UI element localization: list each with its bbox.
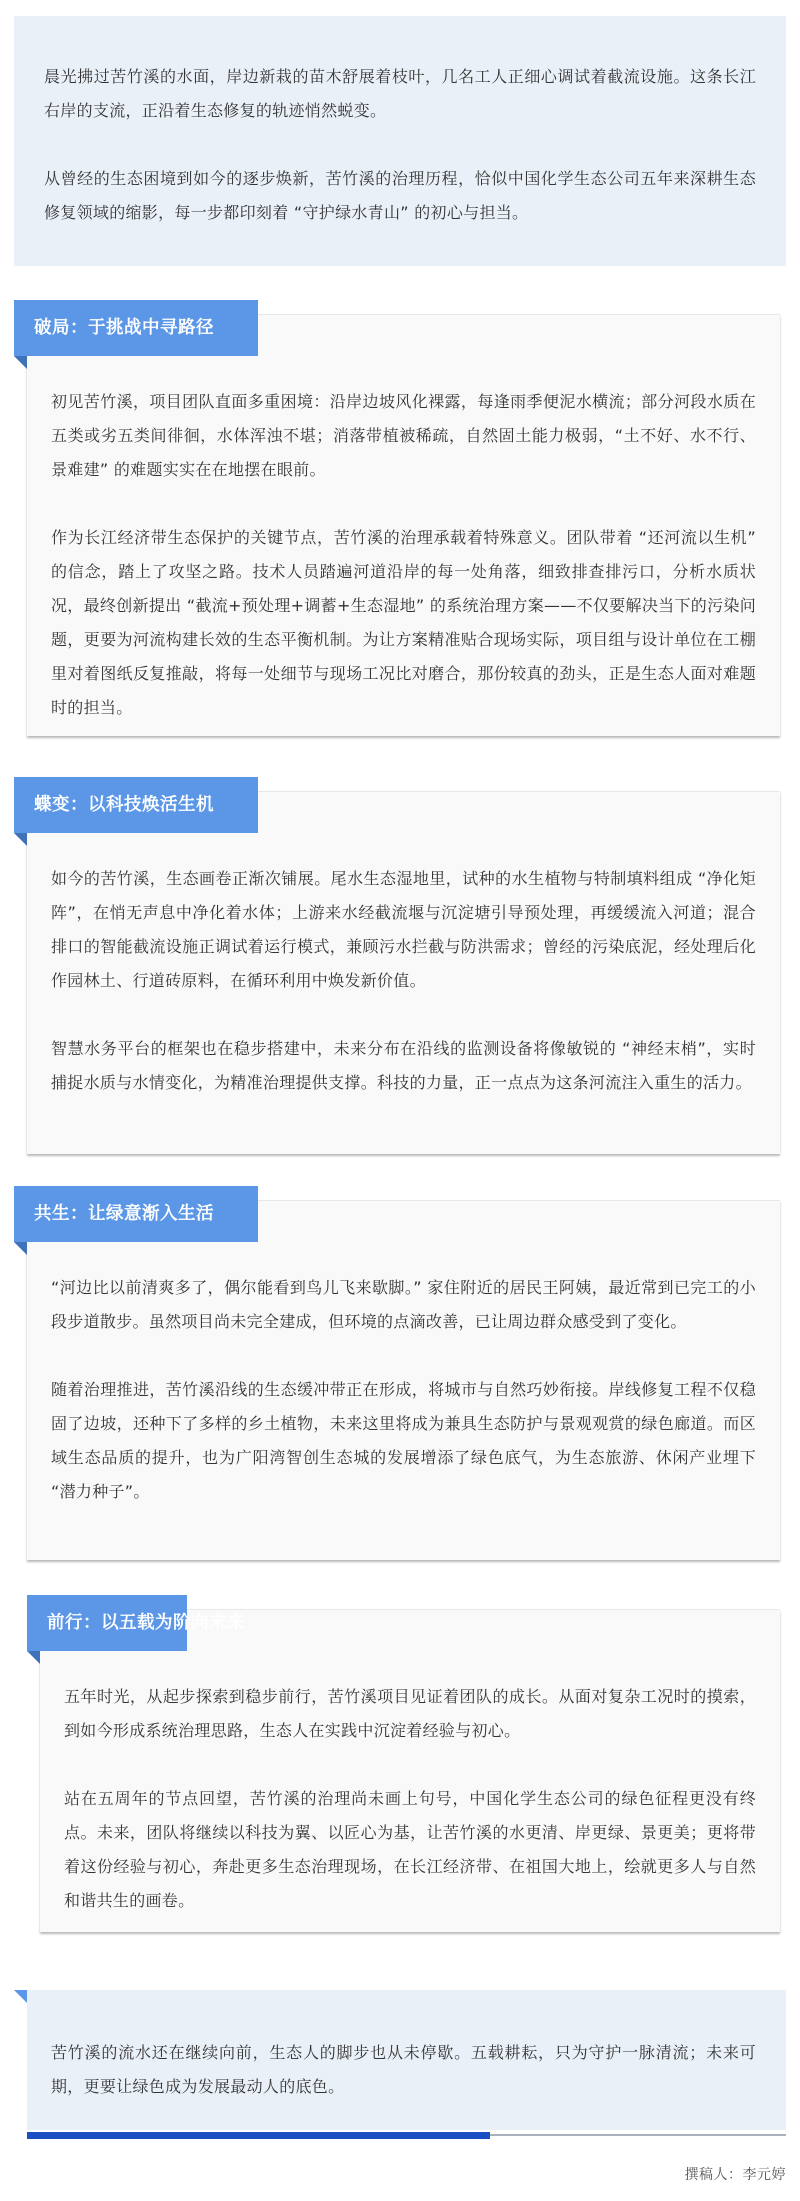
section-title: 前行：以五载为阶向未来 [27,1595,187,1651]
section-card [27,1200,780,1560]
section-card [27,791,780,1154]
closing-paragraph: 苦竹溪的流水还在继续向前，生态人的脚步也从未停歇。五载耕耘，只为守护一脉清流；未来可期，更要让绿色成为发展最动人的底色。 [51,2043,756,2096]
section-forward [27,1595,786,1932]
section-transformation [14,777,786,1154]
tab-fold-triangle [14,1242,27,1255]
section-title: 破局：于挑战中寻路径 [14,300,258,356]
section-paragraph: 初见苦竹溪，项目团队直面多重困境：沿岸边坡风化裸露，每逢雨季便泥水横流；部分河段水质在五类或劣五类间徘徊，水体浑浊不堪；消落带植被稀疏，自然固土能力极弱，“土不好、水不行、景难建” 的难题实实在在地摆在眼前。 [51,392,756,479]
intro-paragraph: 晨光拂过苦竹溪的水面，岸边新栽的苗木舒展着枝叶，几名工人正细心调试着截流设施。这条长江右岸的支流，正沿着生态修复的轨迹悄然蜕变。 [44,67,756,120]
section-paragraph: 如今的苦竹溪，生态画卷正渐次铺展。尾水生态湿地里，试种的水生植物与特制填料组成 “净化矩阵”，在悄无声息中净化着水体；上游来水经截流堰与沉淀塘引导预处理，再缓缓流入河道；混合排口的智能截流设施正调试着运行模式，兼顾污水拦截与防洪需求；曾经的污染底泥，经处理后化作园林土、行道砖原料，在循环利用中焕发新价值。 [51,869,756,990]
section-paragraph: “河边比以前清爽多了，偶尔能看到鸟儿飞来歇脚。” 家住附近的居民王阿姨，最近常到已完工的小段步道散步。虽然项目尚未完全建成，但环境的点滴改善，已让周边群众感受到了变化。 [51,1278,756,1331]
section-breakthrough [14,300,786,736]
intro-box [14,16,786,266]
section-title: 共生：让绿意渐入生活 [14,1186,258,1242]
tab-fold-triangle [27,1651,40,1664]
section-card [40,1609,780,1932]
progress-bar-fill [27,2132,490,2139]
progress-bar [27,2134,786,2136]
closing-fold-triangle [14,1990,27,2003]
tab-fold-triangle [14,833,27,846]
section-coexistence [14,1186,786,1560]
author-byline: 撰稿人：李元婷 [684,2167,786,2183]
closing-box [27,1990,786,2130]
section-card [27,314,780,736]
intro-paragraph: 从曾经的生态困境到如今的逐步焕新，苦竹溪的治理历程，恰似中国化学生态公司五年来深耕生态修复领域的缩影，每一步都印刻着 “守护绿水青山” 的初心与担当。 [44,169,756,222]
section-paragraph: 站在五周年的节点回望，苦竹溪的治理尚未画上句号，中国化学生态公司的绿色征程更没有终点。未来，团队将继续以科技为翼、以匠心为基，让苦竹溪的水更清、岸更绿、景更美；更将带着这份经验与初心，奔赴更多生态治理现场，在长江经济带、在祖国大地上，绘就更多人与自然和谐共生的画卷。 [64,1789,756,1910]
section-title: 蝶变：以科技焕活生机 [14,777,258,833]
section-paragraph: 随着治理推进，苦竹溪沿线的生态缓冲带正在形成，将城市与自然巧妙衔接。岸线修复工程不仅稳固了边坡，还种下了多样的乡土植物，未来这里将成为兼具生态防护与景观观赏的绿色廊道。而区域生态品质的提升，也为广阳湾智创生态城的发展增添了绿色底气，为生态旅游、休闲产业埋下 “潜力种子”。 [51,1380,756,1501]
section-paragraph: 五年时光，从起步探索到稳步前行，苦竹溪项目见证着团队的成长。从面对复杂工况时的摸索，到如今形成系统治理思路，生态人在实践中沉淀着经验与初心。 [64,1687,756,1740]
section-paragraph: 智慧水务平台的框架也在稳步搭建中，未来分布在沿线的监测设备将像敏锐的 “神经末梢”，实时捕捉水质与水情变化，为精准治理提供支撑。科技的力量，正一点点为这条河流注入重生的活力。 [51,1039,756,1092]
section-paragraph: 作为长江经济带生态保护的关键节点，苦竹溪的治理承载着特殊意义。团队带着 “还河流以生机” 的信念，踏上了攻坚之路。技术人员踏遍河道沿岸的每一处角落，细致排查排污口，分析水质状况，最终创新提出 “截流+预处理+调蓄+生态湿地” 的系统治理方案——不仅要解决当下的污染问题，更要为河流构建长效的生态平衡机制。为让方案精准贴合现场实际，项目组与设计单位在工棚里对着图纸反复推敲，将每一处细节与现场工况比对磨合，那份较真的劲头，正是生态人面对难题时的担当。 [51,528,756,717]
tab-fold-triangle [14,356,27,369]
